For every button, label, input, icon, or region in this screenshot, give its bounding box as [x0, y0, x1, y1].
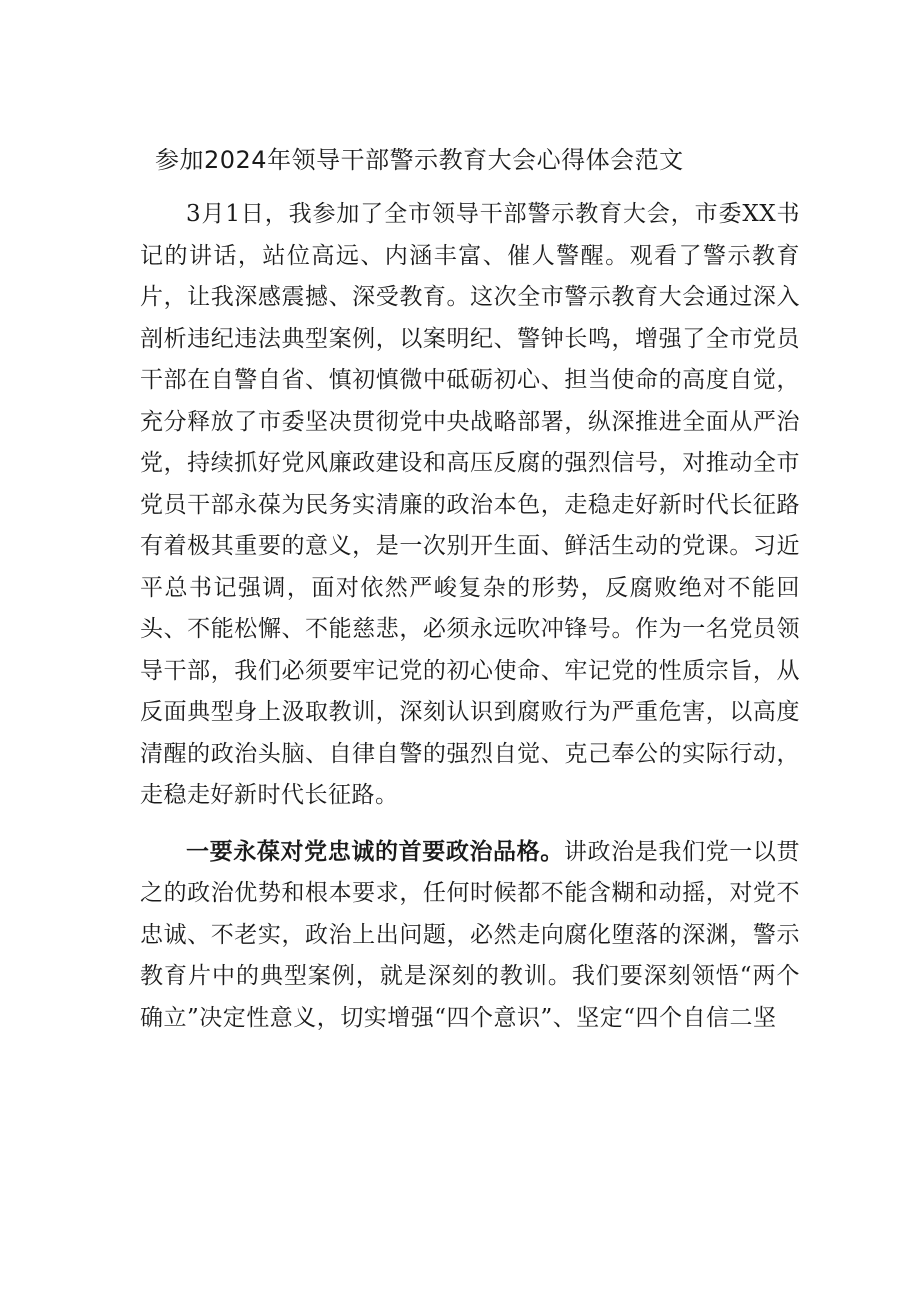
- paragraph-2: [140, 831, 800, 1040]
- document-body: [140, 194, 800, 1039]
- paragraph-2-text: 讲政治是我们党一以贯之的政治优势和根本要求，任何时候都不能含糊和动摇，对党不忠诚、不老实，政治上出问题，必然走向腐化堕落的深渊，警示教育片中的典型案例，就是深刻的教训。我们要深刻领悟“两个确立”决定性意义，切实增强“四个意识”、坚定“四个自信二坚: [140, 838, 801, 1031]
- paragraph-2-lead: 一要永葆对党忠诚的首要政治品格。: [186, 837, 564, 865]
- paragraph-1-text: 3月1日，我参加了全市领导干部警示教育大会，市委XX书记的讲话，站位高远、内涵丰富、催人警醒。观看了警示教育片，让我深感震撼、深受教育。这次全市警示教育大会通过深入剖析违纪违法典型案例，以案明纪、警钟长鸣，增强了全市党员干部在自警自省、慎初慎微中砥砺初心、担当使命的高度自觉，充分释放了市委坚决贯彻党中央战略部署，纵深推进全面从严治党，持续抓好党风廉政建设和高压反腐的强烈信号，对推动全市党员干部永葆为民务实清廉的政治本色，走稳走好新时代长征路有着极其重要的意义，是一次别开生面、鲜活生动的党课。习近平总书记强调，面对依然严峻复杂的形势，反腐败绝对不能回头、不能松懈、不能慈悲，必须永远吹冲锋号。作为一名党员领导干部，我们必须要牢记党的初心使命、牢记党的性质宗旨，从反面典型身上汲取教训，深刻认识到腐败行为严重危害，以高度清醒的政治头脑、自律自警的强烈自觉、克己奉公的实际行动，走稳走好新时代长征路。: [140, 201, 800, 808]
- document-title: 参加2024年领导干部警示教育大会心得体会范文: [155, 146, 684, 174]
- paragraph-1: [140, 194, 800, 817]
